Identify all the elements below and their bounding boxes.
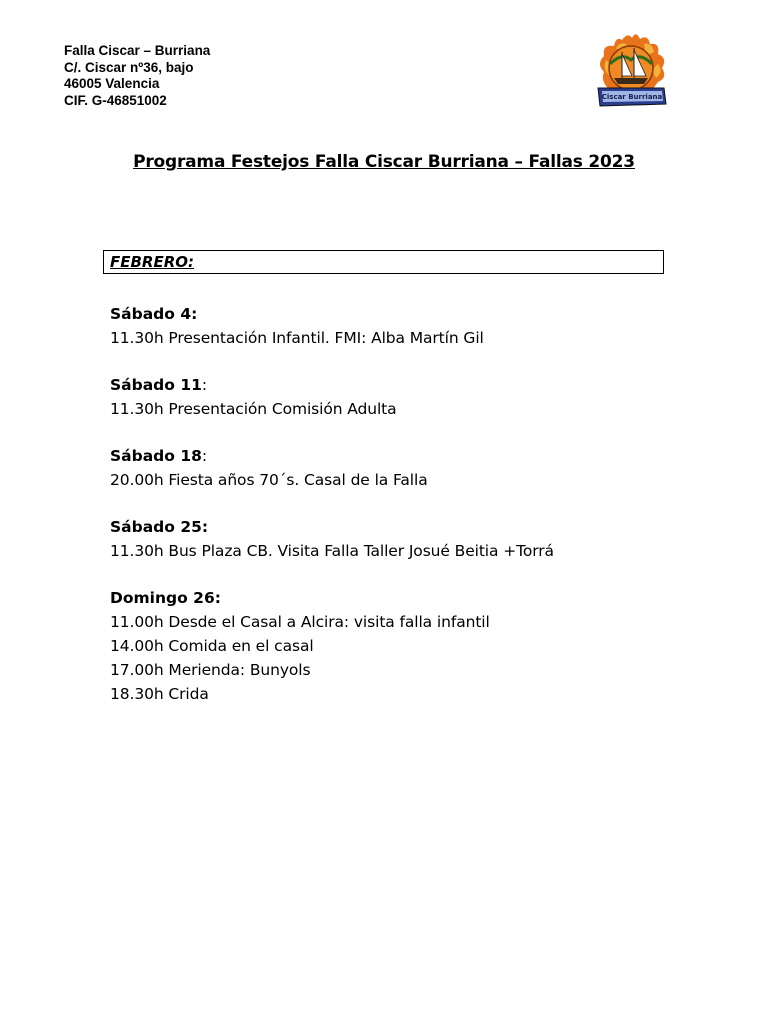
event-day xyxy=(110,586,710,706)
event-line: 11.00h Desde el Casal a Alcira: visita falla infantil xyxy=(110,613,490,631)
day-label: Sábado 11: xyxy=(110,376,208,394)
org-city: 46005 Valencia xyxy=(64,76,160,91)
day-label: Sábado 4: xyxy=(110,305,198,323)
falla-logo-icon xyxy=(592,30,670,110)
day-label: Domingo 26: xyxy=(110,589,221,607)
day-label: Sábado 18: xyxy=(110,447,208,465)
event-day xyxy=(110,373,710,421)
event-list xyxy=(110,302,710,729)
event-line: 14.00h Comida en el casal xyxy=(110,637,314,655)
event-day xyxy=(110,302,710,350)
month-heading: FEBRERO: xyxy=(103,250,664,274)
event-line: 17.00h Merienda: Bunyols xyxy=(110,661,311,679)
org-cif: CIF. G-46851002 xyxy=(64,92,167,108)
svg-text:Ciscar Burriana: Ciscar Burriana xyxy=(601,93,663,101)
event-day xyxy=(110,515,710,563)
org-header xyxy=(64,43,210,109)
page-title: Programa Festejos Falla Ciscar Burriana – Fallas 2023 xyxy=(133,152,635,172)
event-line: 18.30h Crida xyxy=(110,685,209,703)
org-name: Falla Ciscar – Burriana xyxy=(64,43,211,58)
org-address: C/. Ciscar nº36, bajo xyxy=(64,59,194,75)
event-day xyxy=(110,444,710,492)
day-label: Sábado 25: xyxy=(110,518,209,536)
event-line: 20.00h Fiesta años 70´s. Casal de la Falla xyxy=(110,471,428,489)
event-line: 11.30h Presentación Comisión Adulta xyxy=(110,400,397,418)
event-line: 11.30h Bus Plaza CB. Visita Falla Taller Josué Beitia +Torrá xyxy=(110,542,554,560)
event-line: 11.30h Presentación Infantil. FMI: Alba Martín Gil xyxy=(110,329,484,347)
